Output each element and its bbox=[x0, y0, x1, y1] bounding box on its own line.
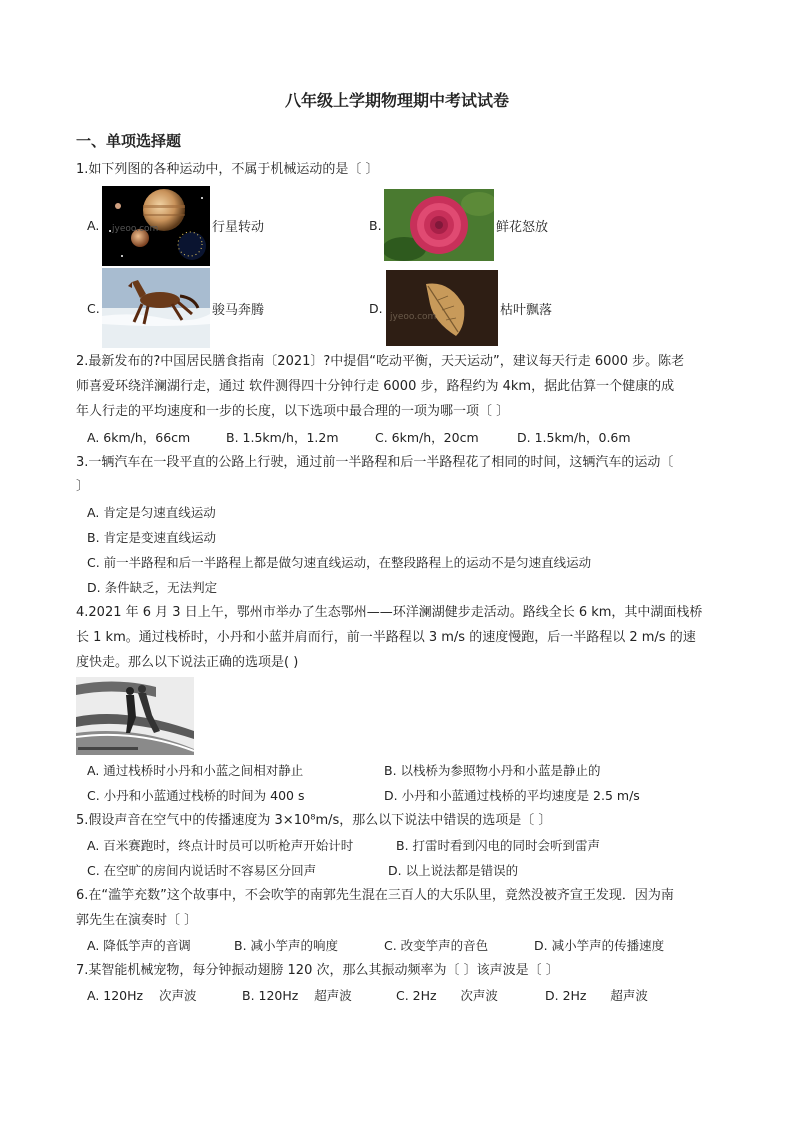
horse-image bbox=[102, 268, 210, 348]
question-6-line-1: 6.在“滥竽充数”这个故事中，不会吹竽的南郭先生混在三百人的大乐队里，竟然没被齐宣王发现．因为南 bbox=[76, 888, 674, 903]
q1-option-d-letter: D. bbox=[369, 301, 383, 316]
q4-option-b: B. 以栈桥为参照物小丹和小蓝是静止的 bbox=[384, 763, 601, 778]
q6-option-b: B. 减小竽声的响度 bbox=[234, 938, 339, 953]
q4-option-d: D. 小丹和小蓝通过栈桥的平均速度是 2.5 m/s bbox=[384, 788, 640, 803]
planets-image bbox=[102, 186, 210, 266]
section-heading: 一、单项选择题 bbox=[76, 132, 182, 150]
question-1-stem: 1.如下列图的各种运动中，不属于机械运动的是〔 〕 bbox=[76, 162, 379, 177]
image-watermark: jyeoo.com bbox=[390, 312, 437, 322]
question-3-line-1: 3.一辆汽车在一段平直的公路上行驶，通过前一半路程和后一半路程花了相同的时间，这辆汽车的运动〔 bbox=[76, 455, 674, 470]
q3-option-a: A. 肯定是匀速直线运动 bbox=[87, 505, 216, 520]
question-2-line-2: 师喜爱环绕洋澜湖行走，通过 软件测得四十分钟行走 6000 步，路程约为 4km，据此估算一个健康的成 bbox=[76, 379, 675, 394]
bridge-walkers-image bbox=[76, 677, 194, 755]
q3-option-b: B. 肯定是变速直线运动 bbox=[87, 530, 217, 545]
question-3-line-2: 〕 bbox=[76, 479, 90, 494]
q1-option-c-caption: 骏马奔腾 bbox=[212, 303, 265, 318]
q1-option-c-letter: C. bbox=[87, 301, 100, 316]
q7-option-c: C. 2Hz 次声波 bbox=[396, 988, 498, 1003]
question-6-line-2: 郭先生在演奏时〔 〕 bbox=[76, 913, 198, 928]
q1-option-a-letter: A. bbox=[87, 218, 100, 233]
q5-option-d: D. 以上说法都是错误的 bbox=[388, 863, 519, 878]
page-title: 八年级上学期物理期中考试试卷 bbox=[284, 91, 509, 110]
q1-option-a-caption: 行星转动 bbox=[212, 220, 265, 235]
q6-option-a: A. 降低竽声的音调 bbox=[87, 938, 191, 953]
q7-option-a: A. 120Hz 次声波 bbox=[87, 988, 197, 1003]
q5-option-b: B. 打雷时看到闪电的同时会听到雷声 bbox=[396, 838, 601, 853]
q3-option-c: C. 前一半路程和后一半路程上都是做匀速直线运动，在整段路程上的运动不是匀速直线运动 bbox=[87, 555, 592, 570]
q4-option-c: C. 小丹和小蓝通过栈桥的时间为 400 s bbox=[87, 788, 305, 803]
q1-option-b-caption: 鲜花怒放 bbox=[496, 220, 549, 235]
falling-leaf-image bbox=[386, 270, 498, 346]
q6-option-c: C. 改变竽声的音色 bbox=[384, 938, 489, 953]
q2-option-a: A. 6km/h，66cm bbox=[87, 430, 191, 445]
q2-option-d: D. 1.5km/h，0.6m bbox=[517, 430, 631, 445]
question-4-line-2: 长 1 km。通过栈桥时，小丹和小蓝并肩而行，前一半路程以 3 m/s 的速度慢跑，后一半路程以 2 m/s 的速 bbox=[76, 630, 696, 645]
q6-option-d: D. 减小竽声的传播速度 bbox=[534, 938, 665, 953]
question-5-stem: 5.假设声音在空气中的传播速度为 3×10⁸m/s，那么以下说法中错误的选项是〔 〕 bbox=[76, 813, 552, 828]
question-2-line-1: 2.最新发布的?中国居民膳食指南〔2021〕?中提倡“吃动平衡，天天运动”，建议每天行走 6000 步。陈老 bbox=[76, 354, 685, 369]
question-4-line-1: 4.2021 年 6 月 3 日上午，鄂州市举办了生态鄂州——环洋澜湖健步走活动。路线全长 6 km，其中湖面栈桥 bbox=[76, 605, 703, 620]
q4-option-a: A. 通过栈桥时小丹和小蓝之间相对静止 bbox=[87, 763, 304, 778]
q7-option-b: B. 120Hz 超声波 bbox=[242, 988, 352, 1003]
q5-option-a: A. 百米赛跑时，终点计时员可以听枪声开始计时 bbox=[87, 838, 354, 853]
q2-option-c: C. 6km/h，20cm bbox=[375, 430, 479, 445]
question-4-line-3: 度快走。那么以下说法正确的选项是( ) bbox=[76, 655, 299, 670]
q7-option-d: D. 2Hz 超声波 bbox=[545, 988, 648, 1003]
q1-option-d-caption: 枯叶飘落 bbox=[500, 303, 553, 318]
flower-image bbox=[384, 189, 494, 261]
q3-option-d: D. 条件缺乏，无法判定 bbox=[87, 580, 218, 595]
q2-option-b: B. 1.5km/h，1.2m bbox=[226, 430, 339, 445]
q5-option-c: C. 在空旷的房间内说话时不容易区分回声 bbox=[87, 863, 317, 878]
question-2-line-3: 年人行走的平均速度和一步的长度，以下选项中最合理的一项为哪一项〔 〕 bbox=[76, 404, 510, 419]
question-7-stem: 7.某智能机械宠物，每分钟振动翅膀 120 次，那么其振动频率为〔 〕该声波是〔 〕 bbox=[76, 963, 559, 978]
q1-option-b-letter: B. bbox=[369, 218, 382, 233]
image-watermark: jyeoo.com bbox=[112, 224, 159, 234]
